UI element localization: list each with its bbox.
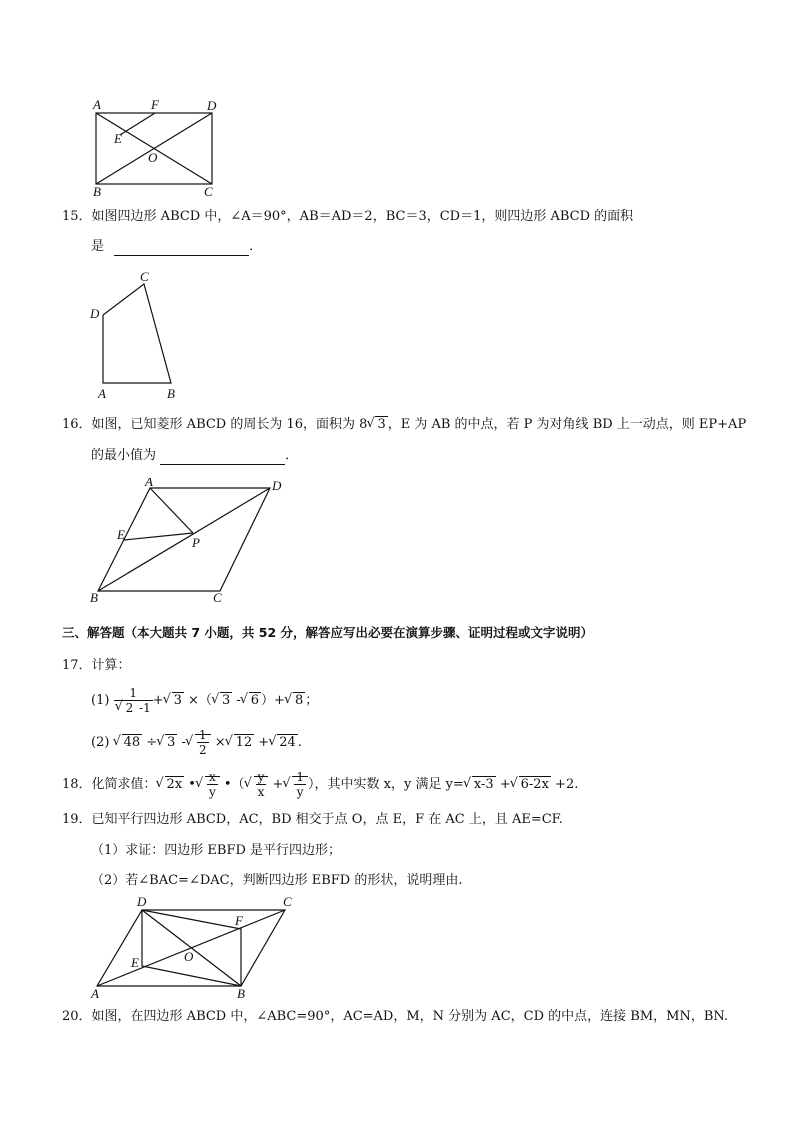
q15-line2: [91, 238, 262, 256]
label-e: E: [131, 955, 139, 970]
figure-rectangle-abcd: [85, 95, 225, 200]
label-d: D: [272, 478, 282, 493]
q20-line1: 20．如图，在四边形 ABCD 中，∠ABC=90°，AC=AD，M，N 分别为 AC，CD 的中点，连接 BM，MN，BN.: [62, 1009, 729, 1024]
q17-p1-number: (1): [91, 693, 110, 708]
q17-title: 17．计算：: [62, 658, 131, 673]
label-d: D: [90, 306, 100, 321]
q19-line1: 19．已知平行四边形 ABCD，AC，BD 相交于点 O，点 E，F 在 AC 上，且 AE=CF.: [62, 812, 563, 827]
label-a: A: [91, 986, 99, 1001]
q15-line1: 15．如图四边形 ABCD 中，∠A＝90°，AB＝AD＝2，BC＝3，CD＝1，则四边形 ABCD 的面积: [62, 209, 634, 224]
q16-sqrt: √ 3: [367, 416, 387, 434]
label-c: C: [213, 590, 222, 605]
figure-quadrilateral-abcd: [85, 268, 195, 403]
label-d: D: [207, 98, 217, 113]
figure-parallelogram-ebfd: [85, 893, 300, 1003]
label-e: E: [114, 131, 122, 146]
label-c: C: [204, 184, 213, 199]
q16-suffix: ．: [285, 448, 299, 463]
label-b: B: [93, 184, 101, 199]
q15-prefix: 是: [91, 239, 105, 254]
q16-line1: [62, 416, 746, 434]
label-f: F: [235, 913, 243, 928]
label-c: C: [283, 894, 292, 909]
q19-line3: （2）若∠BAC=∠DAC，判断四边形 EBFD 的形状，说明理由.: [91, 873, 463, 888]
q16-line2: [91, 447, 298, 465]
label-c: C: [140, 269, 149, 284]
q16-text-a: 16．如图，已知菱形 ABCD 的周长为 16，面积为 8: [62, 417, 368, 432]
q17-p1-fraction: 1 √ 2 -1: [114, 686, 153, 715]
q19-line2: （1）求证：四边形 EBFD 是平行四边形；: [91, 843, 342, 858]
label-e: E: [117, 527, 125, 542]
label-p: P: [192, 535, 200, 550]
section-heading: 三、解答题（本大题共 7 小题，共 52 分，解答应写出必要在演算步骤、证明过程或文字说明）: [62, 625, 594, 640]
label-o: O: [184, 949, 194, 964]
label-b: B: [237, 986, 245, 1001]
label-a: A: [93, 97, 101, 112]
label-f: F: [151, 97, 159, 112]
label-b: B: [167, 386, 175, 401]
q15-answer-blank[interactable]: [114, 255, 249, 256]
label-d: D: [137, 894, 147, 909]
q16-text-b: ，E 为 AB 的中点，若 P 为对角线 BD 上一动点，则 EP+AP: [387, 417, 747, 432]
label-a: A: [98, 386, 106, 401]
label-o: O: [148, 150, 158, 165]
q16-prefix: 的最小值为: [91, 448, 157, 463]
q15-suffix: ．: [249, 239, 263, 254]
q17-p2-number: (2): [91, 735, 110, 750]
q17-part1: (1) 1 √ 2 -1 +√ 3 ×（√ 3 -√ 6 ）+√ 8 ；: [91, 684, 318, 718]
q16-answer-blank[interactable]: [160, 464, 285, 465]
label-b: B: [90, 590, 98, 605]
q18-line: 18．化简求值：√ 2x • √ $\frac{x}{y}$ •（ √ $\frac{y}{x}$ + √ $\frac{1}{y}$ ），其中实数 x，y 满足 y=√ x-3 +√ 6-2x +2.: [62, 768, 578, 802]
figure-rhombus-abcd: [85, 478, 295, 608]
label-a: A: [145, 478, 153, 489]
q17-part2: (2) √ 48 ÷√ 3 - √ $\frac{1}{2}$ ×√ 12 +√ 24 .: [91, 726, 302, 760]
